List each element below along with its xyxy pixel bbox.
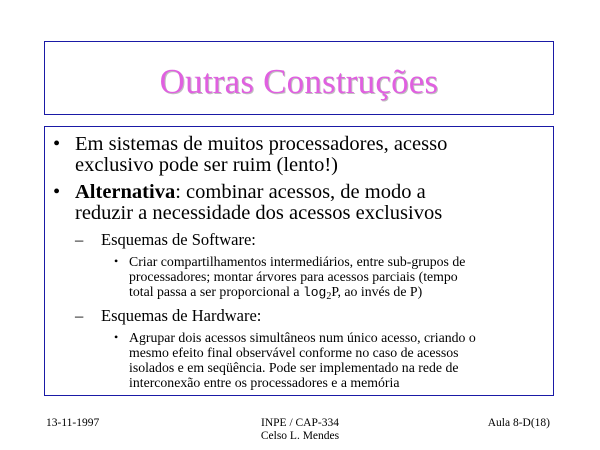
software-line-3 bbox=[129, 284, 465, 301]
sub-bullet-software-label: Esquemas de Software: bbox=[101, 230, 256, 249]
dash-icon: – bbox=[75, 306, 84, 325]
bullet-1-line-1: Em sistemas de muitos processadores, acesso bbox=[75, 133, 448, 155]
hardware-line-1: Agrupar dois acessos simultâneos num único acesso, criando o bbox=[129, 330, 476, 345]
bullet-1-line-2: exclusivo pode ser ruim (lento!) bbox=[75, 154, 339, 176]
software-line-3-pre: total passa a ser proporcional a bbox=[129, 284, 303, 299]
sub-bullet-hardware-label: Esquemas de Hardware: bbox=[101, 306, 262, 325]
bullet-dot-icon: • bbox=[53, 133, 61, 155]
bullet-2-line-1 bbox=[75, 182, 442, 203]
log-text: log bbox=[302, 285, 327, 300]
footer-author: Celso L. Mendes bbox=[260, 430, 340, 442]
bullet-1 bbox=[53, 133, 448, 176]
bullet-2-line-1-rest: : combinar acessos, de modo a bbox=[175, 181, 426, 203]
hardware-detail bbox=[114, 330, 476, 390]
footer-center bbox=[240, 417, 360, 443]
bullet-dot-icon: • bbox=[114, 254, 119, 268]
footer-course: INPE / CAP-334 bbox=[261, 417, 339, 429]
bullet-dot-icon: • bbox=[114, 330, 119, 344]
sub-bullet-software bbox=[75, 230, 256, 249]
bullet-2 bbox=[53, 181, 443, 224]
hardware-line-3: isolados e em seqüência. Pode ser implementado na rede de bbox=[129, 360, 459, 375]
software-line-1: Criar compartilhamentos intermediários, entre sub-grupos de bbox=[129, 254, 466, 269]
slide-title: Outras Construções bbox=[159, 62, 439, 101]
hardware-line-4: interconexão entre os processadores e a memória bbox=[129, 375, 400, 390]
hardware-line-2: mesmo efeito final observável conforme no caso de acessos bbox=[129, 345, 459, 360]
footer-page: Aula 8-D(18) bbox=[487, 417, 550, 429]
footer-date: 13-11-1997 bbox=[46, 417, 100, 429]
bullet-dot-icon: • bbox=[53, 181, 61, 203]
dash-icon: – bbox=[75, 230, 84, 249]
bullet-2-line-2: reduzir a necessidade dos acessos exclusivos bbox=[75, 202, 443, 224]
software-line-3-post: P, ao invés de P) bbox=[331, 284, 423, 299]
log-base: 2 bbox=[326, 291, 332, 302]
sub-bullet-hardware bbox=[75, 306, 262, 325]
title-box bbox=[44, 41, 554, 115]
software-line-2: processadores; montar árvores para acessos parciais (tempo bbox=[129, 269, 458, 284]
software-detail bbox=[114, 254, 466, 302]
bullet-2-bold: Alternativa bbox=[75, 181, 176, 203]
